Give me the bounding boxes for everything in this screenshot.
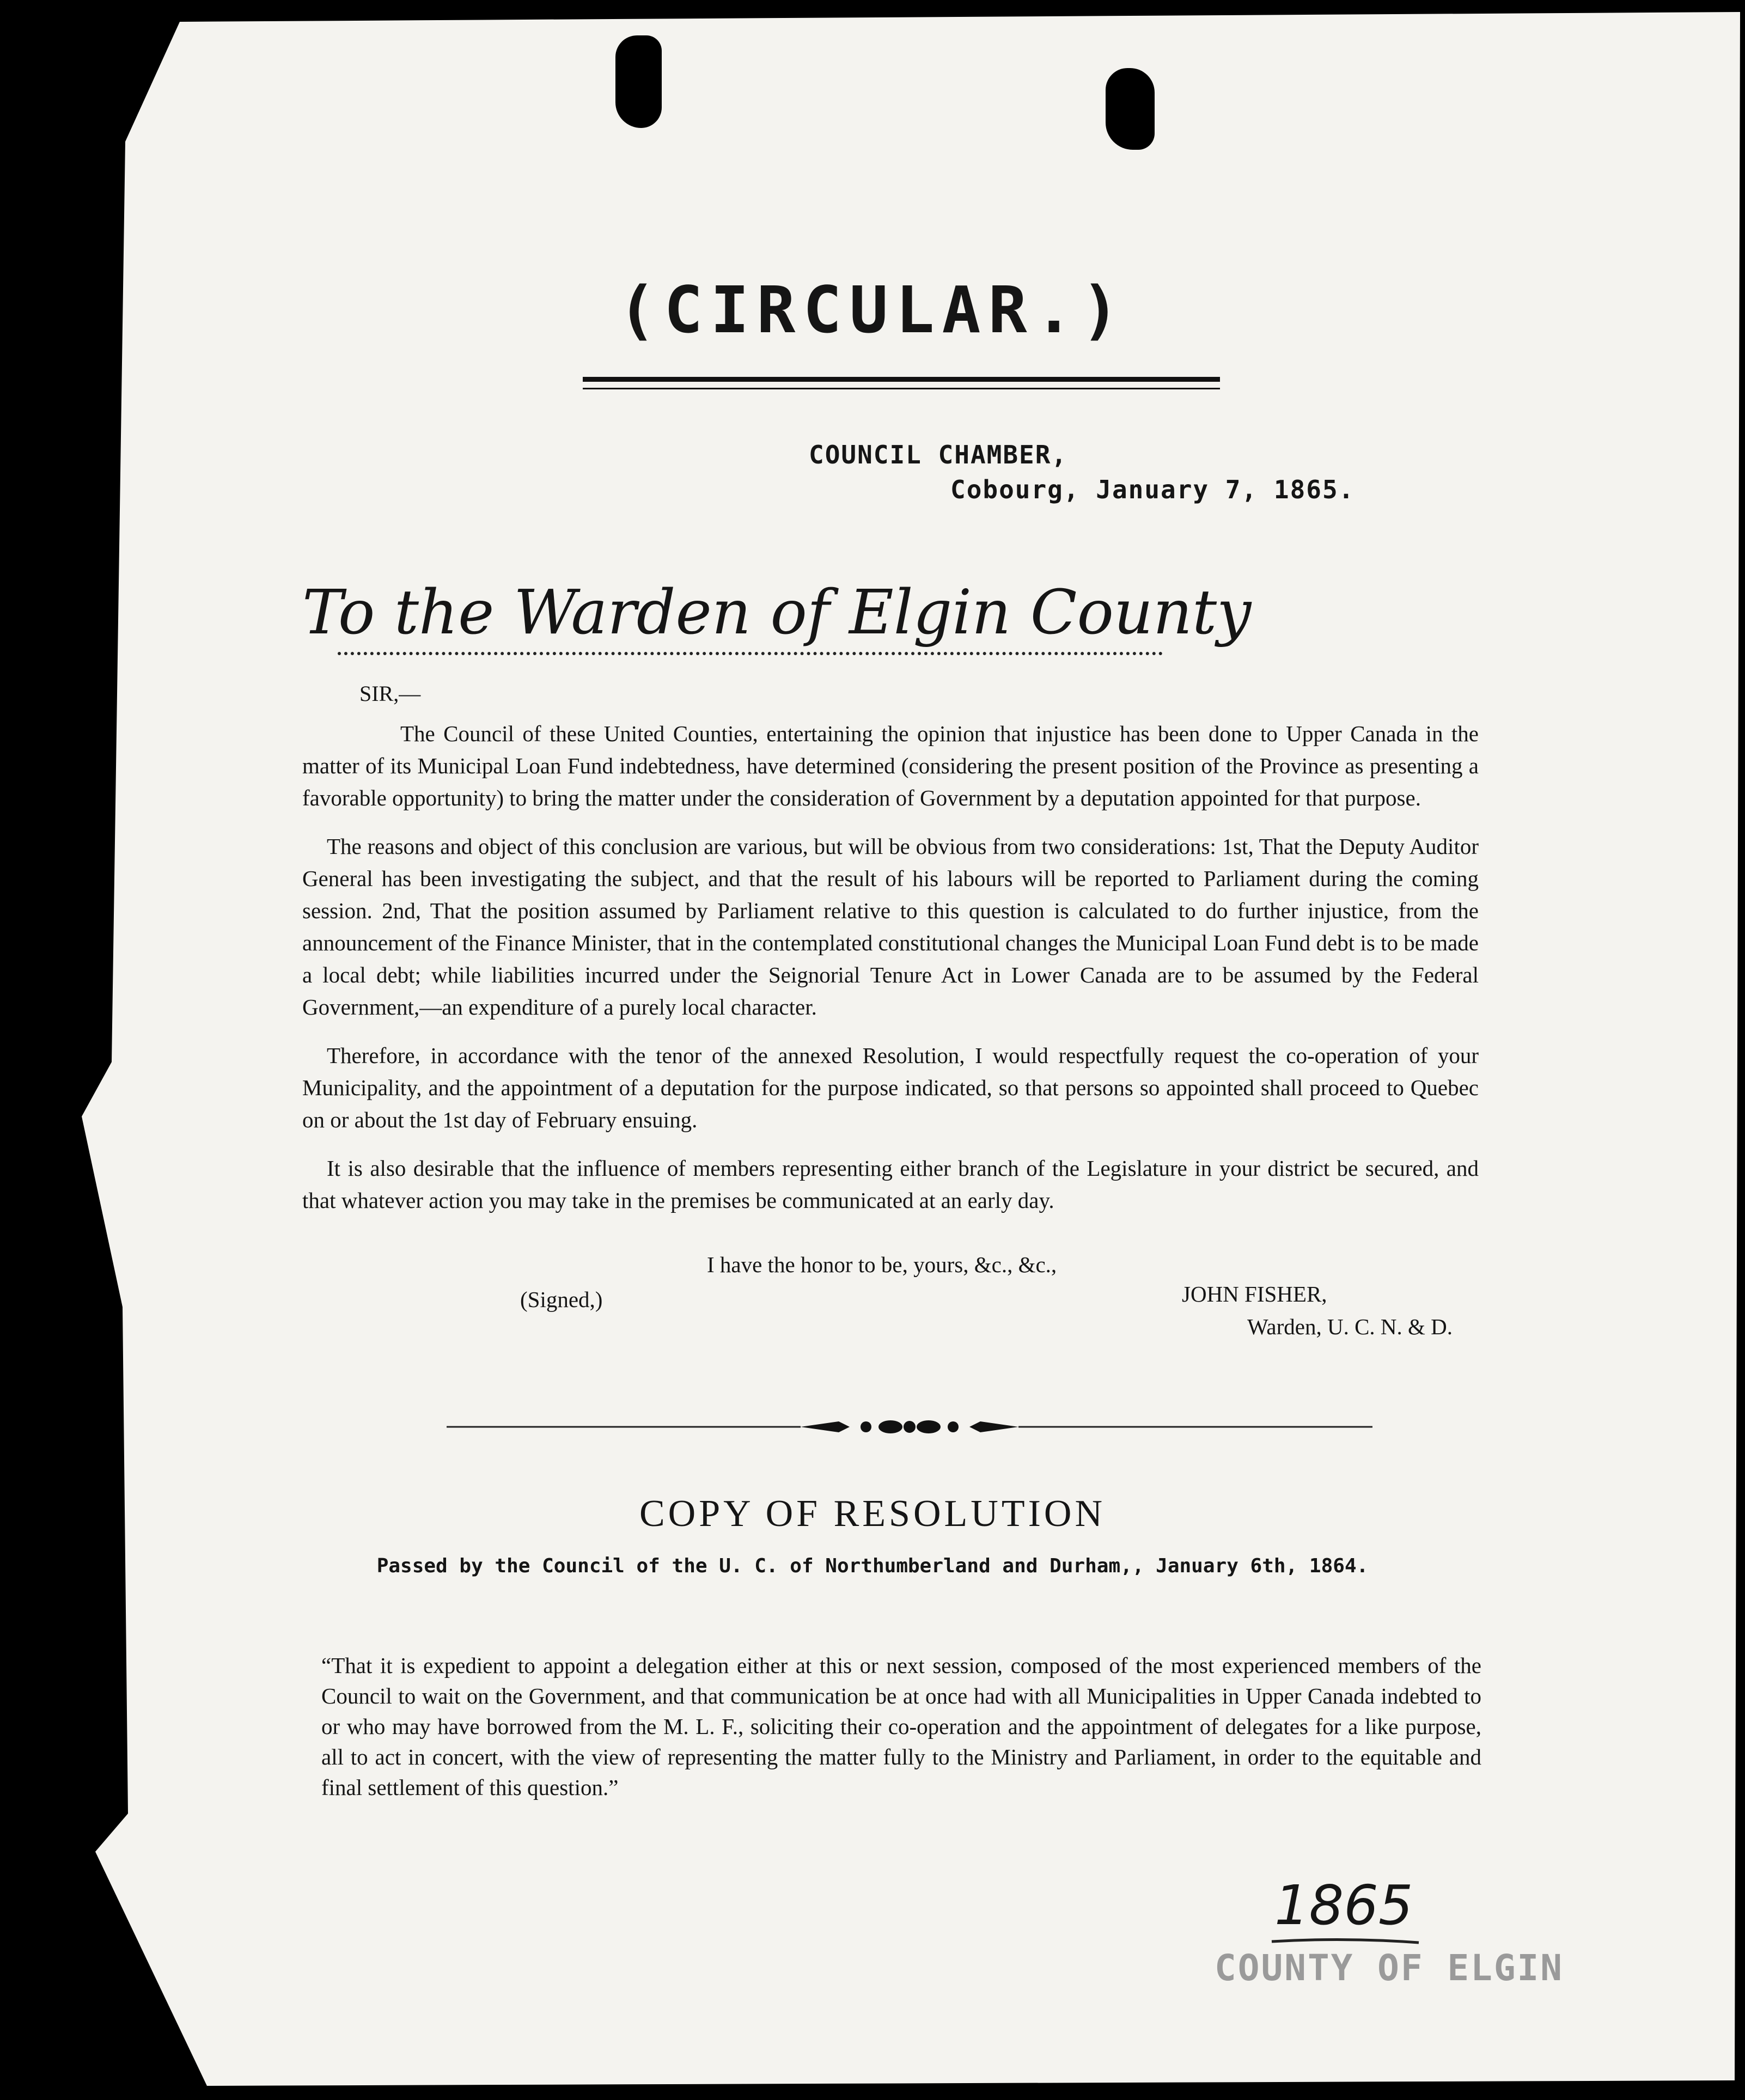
circular-heading: (CIRCULAR.)	[618, 272, 1127, 347]
binding-hole-right	[1106, 68, 1155, 150]
resolution-subtitle: Passed by the Council of the U. C. of Northumberland and Durham,, January 6th, 1864.	[376, 1555, 1369, 1577]
year-underline	[1269, 1936, 1421, 1947]
heading-rule-thick	[583, 377, 1220, 382]
resolution-title: COPY OF RESOLUTION	[639, 1493, 1106, 1535]
letter-body	[302, 718, 1479, 1217]
signer-title: Warden, U. C. N. & D.	[1247, 1314, 1453, 1339]
county-stamp: COUNTY OF ELGIN	[1215, 1947, 1564, 1989]
body-paragraph: The Council of these United Counties, entertaining the opinion that injustice has been done to Upper Canada in the matter of its Municipal Loan Fund indebtedness, have determined (considering the present position of the Province as presenting a favorable opportunity) to bring the matter under the consideration of Government by a deputation appointed for that purpose.	[302, 721, 1479, 810]
signed-label: (Signed,)	[520, 1287, 603, 1312]
heading-rule-thin	[583, 388, 1220, 389]
place-line-1: COUNCIL CHAMBER,	[809, 440, 1068, 469]
ornamental-divider	[447, 1411, 1372, 1443]
binding-hole-left	[615, 35, 662, 128]
handwritten-year: 1865	[1274, 1873, 1413, 1937]
salutation: SIR,—	[359, 681, 421, 706]
handwritten-addressee: To the Warden of Elgin County	[302, 577, 1252, 648]
body-paragraph: It is also desirable that the influence of members representing either branch of the Legislature in your district be secured, and that whatever action you may take in the premises be communicated at an early day.	[302, 1156, 1479, 1213]
body-paragraph: The reasons and object of this conclusion are various, but will be obvious from two considerations: 1st, That the Deputy Auditor General has been investigating the subject, and that the result of his labours will be reported to Parliament during the coming session. 2nd, That the position assumed by Parliament relative to this question is calculated to do further injustice, from the announcement of the Finance Minister, that in the contemplated constitutional changes the Municipal Loan Fund debt is to be made a local debt; while liabilities incurred under the Seignorial Tenure Act in Lower Canada are to be assumed by the Federal Government,—an expenditure of a purely local character.	[302, 834, 1479, 1020]
body-paragraph: Therefore, in accordance with the tenor of the annexed Resolution, I would respectfully request the co-operation of your Municipality, and the appointment of a deputation for the purpose indicated, so that persons so appointed shall proceed to Quebec on or about the 1st day of February ensuing.	[302, 1043, 1479, 1132]
signer-name: JOHN FISHER,	[1182, 1281, 1327, 1307]
closing-line: I have the honor to be, yours, &c., &c.,	[707, 1252, 1057, 1277]
date-line: Cobourg, January 7, 1865.	[950, 475, 1355, 504]
address-dotted-line	[338, 652, 1163, 655]
resolution-text: “That it is expedient to appoint a delegation either at this or next session, composed of the most experienced members of the Council to wait on the Government, and that communication be at once had with all Municipalities in Upper Canada indebted to or who may have borrowed from the M. L. F., soliciting their co-operation and the appointment of delegates for a like purpose, all to act in concert, with the view of representing the matter fully to the Ministry and Parliament, in order to the equitable and final settlement of this question.”	[321, 1653, 1481, 1800]
